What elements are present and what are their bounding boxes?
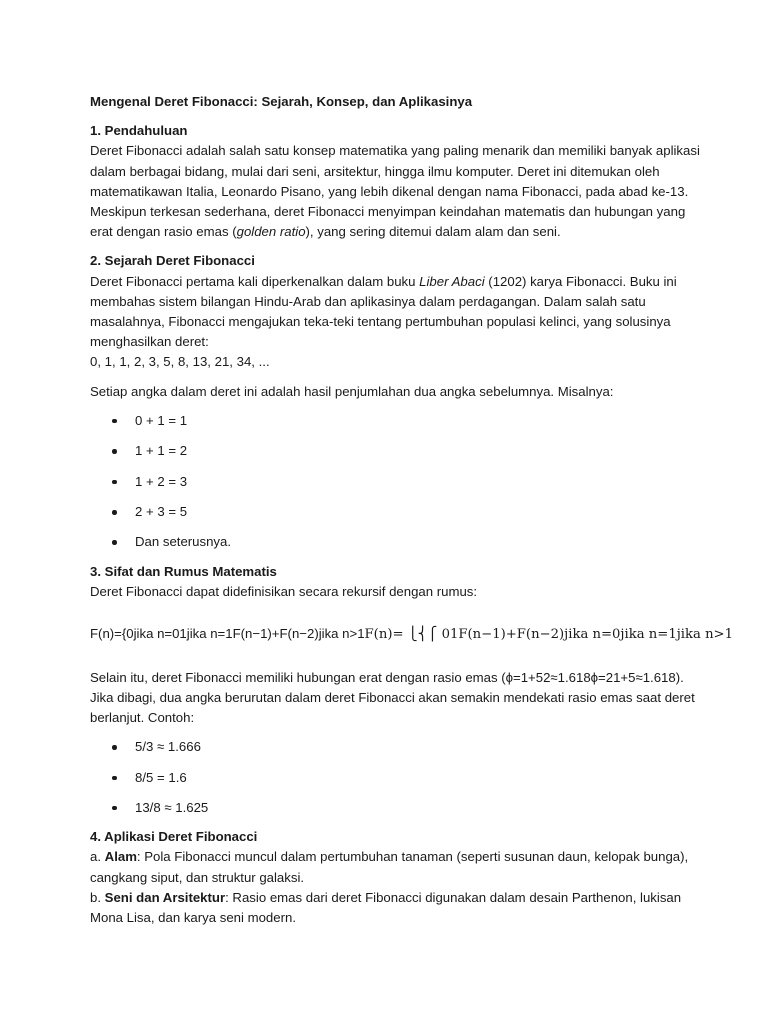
sum-examples-list [90, 411, 680, 553]
list-item: 0 + 1 = 1 [90, 411, 680, 431]
history-line [90, 272, 680, 292]
golden-line: berlanjut. Contoh: [90, 710, 195, 725]
golden-line: Jika dibagi, dua angka berurutan dalam deret Fibonacci akan semakin mendekati rasio emas saat deret [90, 689, 695, 705]
list-item: 5/3 ≈ 1.666 [90, 737, 680, 757]
sum-intro: Setiap angka dalam deret ini adalah hasil penjumlahan dua angka sebelumnya. Misalnya: [90, 383, 614, 399]
bullet-icon [112, 449, 117, 454]
section-heading-applications: 4. Aplikasi Deret Fibonacci [90, 829, 258, 845]
list-item: 13/8 ≈ 1.625 [90, 798, 680, 818]
list-item: 1 + 1 = 2 [90, 441, 680, 461]
history-line: menghasilkan deret: [90, 334, 209, 350]
document-title: Mengenal Deret Fibonacci: Sejarah, Konsep, dan Aplikasinya [90, 94, 473, 109]
application-item-art: b. Seni dan Arsitektur: Rasio emas dari deret Fibonacci digunakan dalam desain Parthenon, lukisan [90, 889, 682, 905]
section-heading-intro: 1. Pendahuluan [90, 123, 188, 139]
application-label: Seni dan Arsitektur [104, 889, 226, 905]
application-line: cangkang siput, dan struktur galaksi. [90, 869, 305, 885]
bullet-icon [112, 776, 117, 781]
bullet-icon [112, 806, 117, 811]
ratio-examples-list [90, 737, 680, 818]
fibonacci-sequence: 0, 1, 1, 2, 3, 5, 8, 13, 21, 34, ... [90, 354, 270, 370]
intro-text: ), yang sering ditemui dalam alam dan seni. [305, 224, 561, 240]
formula-intro: Deret Fibonacci dapat didefinisikan secara rekursif dengan rumus: [90, 583, 478, 599]
recursive-formula [90, 624, 734, 645]
bullet-icon [112, 480, 117, 485]
intro-text: erat dengan rasio emas ( [90, 224, 237, 240]
bullet-icon [112, 510, 117, 515]
bullet-icon [112, 419, 117, 424]
list-item: Dan seterusnya. [90, 532, 680, 552]
intro-line: matematikawan Italia, Leonardo Pisano, yang lebih dikenal dengan nama Fibonacci, pada abad ke-13. [90, 183, 689, 199]
section-heading-history: 2. Sejarah Deret Fibonacci [90, 253, 255, 269]
history-line: membahas sistem bilangan Hindu-Arab dan aplikasinya dalam perdagangan. Dalam salah satu [90, 293, 646, 309]
intro-line: dalam berbagai bidang, mulai dari seni, arsitektur, hingga ilmu komputer. Deret ini ditemukan oleh [90, 163, 660, 179]
history-text: (1202) karya Fibonacci. Buku ini [484, 273, 677, 289]
golden-ratio-term: golden ratio [236, 224, 306, 240]
golden-line: Selain itu, deret Fibonacci memiliki hubungan erat dengan rasio emas (ϕ=1+52≈1.618ϕ=21+5≈1.618). [90, 669, 684, 685]
history-text: Deret Fibonacci pertama kali diperkenalkan dalam buku [90, 273, 420, 289]
intro-line: Deret Fibonacci adalah salah satu konsep matematika yang paling menarik dan memiliki banyak aplikasi [90, 143, 700, 159]
bullet-icon [112, 745, 117, 750]
bullet-icon [112, 540, 117, 545]
formula-math: F(n)= ⎩⎨⎧ 01F(n−1)+F(n−2)jika n=0jika n=1jika n>1 [364, 627, 734, 643]
history-line: masalahnya, Fibonacci mengajukan teka-teki tentang pertumbuhan populasi kelinci, yang solusinya [90, 314, 671, 330]
application-label: Alam [104, 849, 137, 865]
list-item: 2 + 3 = 5 [90, 502, 680, 522]
application-item-nature: a. Alam: Pola Fibonacci muncul dalam pertumbuhan tanaman (seperti susunan daun, kelopak bunga), [90, 849, 689, 865]
formula-plain: F(n)={0jika n=01jika n=1F(n−1)+F(n−2)jika n>1 [90, 626, 365, 642]
intro-line: Meskipun terkesan sederhana, deret Fibonacci menyimpan keindahan matematis dan hubungan yang [90, 204, 686, 220]
book-title: Liber Abaci [419, 273, 485, 289]
list-item: 1 + 2 = 3 [90, 472, 680, 492]
document-body [90, 92, 734, 928]
intro-line-last [90, 222, 680, 242]
list-item: 8/5 = 1.6 [90, 768, 680, 788]
application-line: Mona Lisa, dan karya seni modern. [90, 910, 296, 925]
section-heading-formula: 3. Sifat dan Rumus Matematis [90, 563, 277, 579]
